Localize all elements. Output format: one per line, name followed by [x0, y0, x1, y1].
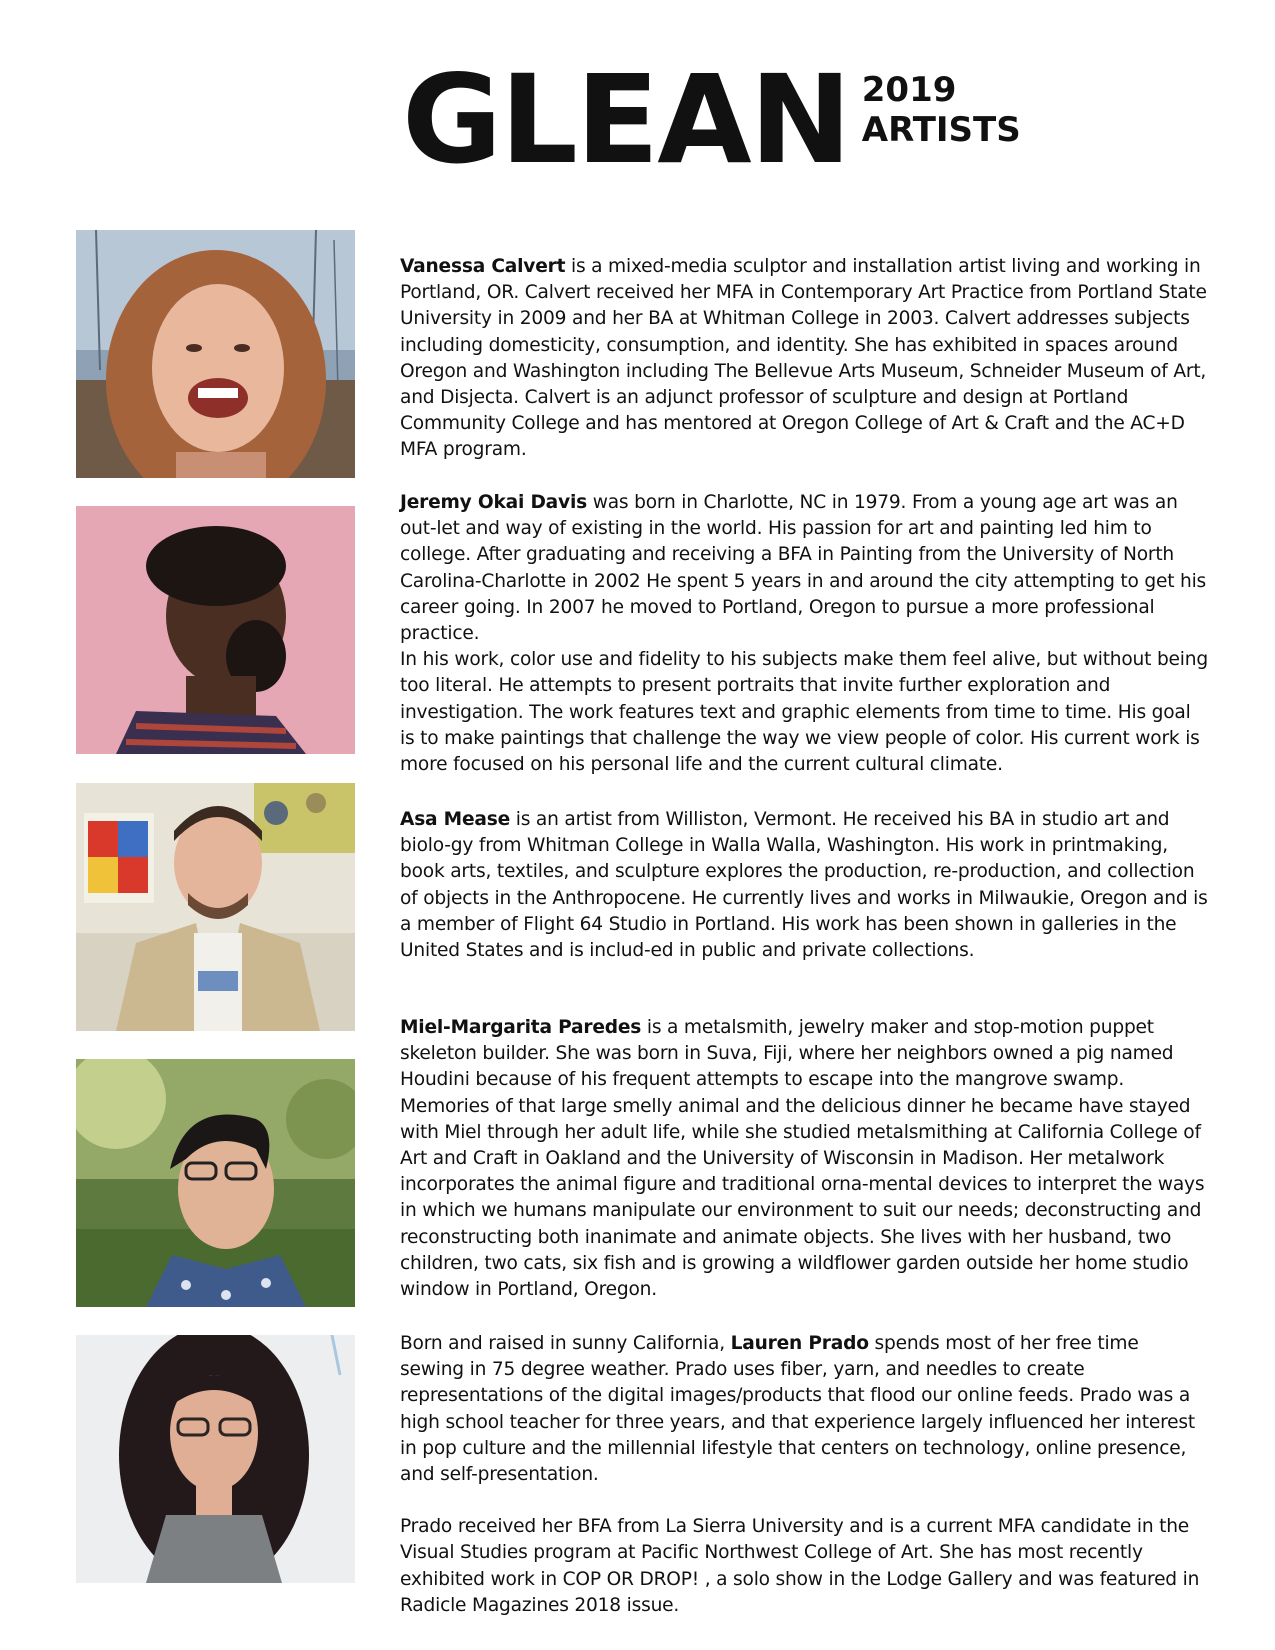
bio-text: spends most of her free time sewing in 75 degree weather. Prado uses fiber, yarn, and needles to create representations of the digital images/products that flood our online feeds. Prado was a high school teacher for three years, and that experience largely influenced her interest in pop culture and the millennial lifestyle that centers on technology, online presence, and self-presentation.	[400, 1333, 1195, 1486]
artist-name: Asa Mease	[400, 809, 511, 830]
header-subtitle: ARTISTS	[861, 110, 1021, 150]
bio-paragraph	[400, 254, 1208, 464]
artist-photo-lauren-prado	[76, 1335, 355, 1583]
bio-paragraph	[400, 1015, 1208, 1303]
bio-text: is an artist from Williston, Vermont. He received his BA in studio art and biolo-gy from Whitman College in Walla Walla, Washington. His work in printmaking, book arts, textiles, and sculpture explores the production, re-production, and collection of objects in the Anthropocene. He currently lives and works in Milwaukie, Oregon and is a member of Flight 64 Studio in Portland. His work has been shown in galleries in the United States and is includ-ed in public and private collections.	[400, 809, 1208, 962]
artist-name: Miel-Margarita Paredes	[400, 1017, 642, 1038]
bio-text: is a metalsmith, jewelry maker and stop-motion puppet skeleton builder. She was born in Suva, Fiji, where her neighbors owned a pig named Houdini because of his frequent attempts to escape into the mangrove swamp. Memories of that large smelly animal and the delicious dinner he became have stayed with Miel through her adult life, while she studied metalsmithing at California College of Art and Craft in Oakland and the University of Wisconsin in Madison. Her metalwork incorporates the animal figure and traditional orna-mental devices to interpret the ways in which we humans manipulate our environment to suit our needs; deconstructing and reconstructing both inanimate and animate objects. She lives with her husband, two children, two cats, six fish and is growing a wildflower garden outside her home studio window in Portland, Oregon.	[400, 1017, 1205, 1301]
bio-paragraph-2: Prado received her BFA from La Sierra University and is a current MFA candidate in the Visual Studies program at Pacific Northwest College of Art. She has most recently exhibited work in COP OR DROP! , a solo show in the Lodge Gallery and was featured in Radicle Magazines 2018 issue.	[400, 1516, 1200, 1616]
artist-bio-vanessa-calvert	[400, 254, 1208, 464]
header-year: 2019	[861, 70, 957, 110]
artist-photo-jeremy-okai-davis	[76, 506, 355, 754]
bio-paragraph-2: In his work, color use and fidelity to his subjects make them feel alive, but without being too literal. He attempts to present portraits that invite further exploration and investigation. The work features text and graphic elements from time to time. His goal is to make paintings that challenge the way we view people of color. His current work is more focused on his personal life and the current cultural climate.	[400, 649, 1208, 776]
header-side	[862, 70, 1021, 150]
page-header	[402, 49, 1021, 191]
bio-text-before: Born and raised in sunny California,	[400, 1333, 731, 1354]
artist-photo-asa-mease	[76, 783, 355, 1031]
artist-bio-jeremy-okai-davis	[400, 490, 1208, 778]
artist-name: Lauren Prado	[730, 1333, 869, 1354]
artist-bio-miel-margarita-paredes	[400, 1015, 1208, 1303]
bio-paragraph	[400, 807, 1208, 964]
bio-paragraph	[400, 490, 1208, 647]
artist-name: Vanessa Calvert	[400, 256, 566, 277]
bio-text: was born in Charlotte, NC in 1979. From a young age art was an out-let and way of existing in the world. His passion for art and painting led him to college. After graduating and receiving a BFA in Painting from the University of North Carolina-Charlotte in 2002 He spent 5 years in and around the city attempting to get his career going. In 2007 he moved to Portland, Oregon to pursue a more professional practice.	[400, 492, 1207, 645]
artist-photo-miel-margarita-paredes	[76, 1059, 355, 1307]
artist-photo-vanessa-calvert	[76, 230, 355, 478]
bio-text: is a mixed-media sculptor and installation artist living and working in Portland, OR. Calvert received her MFA in Contemporary Art Practice from Portland State University in 2009 and her BA at Whitman College in 2003. Calvert addresses subjects including domesticity, consumption, and identity. She has exhibited in spaces around Oregon and Washington including The Bellevue Arts Museum, Schneider Museum of Art, and Disjecta. Calvert is an adjunct professor of sculpture and design at Portland Community College and has mentored at Oregon College of Art & Craft and the AC+D MFA program.	[400, 256, 1207, 461]
bio-paragraph	[400, 1331, 1208, 1488]
artist-name: Jeremy Okai Davis	[400, 492, 587, 513]
page-title: GLEAN	[402, 49, 850, 191]
artist-bio-lauren-prado	[400, 1331, 1208, 1619]
artist-bio-asa-mease	[400, 807, 1208, 964]
